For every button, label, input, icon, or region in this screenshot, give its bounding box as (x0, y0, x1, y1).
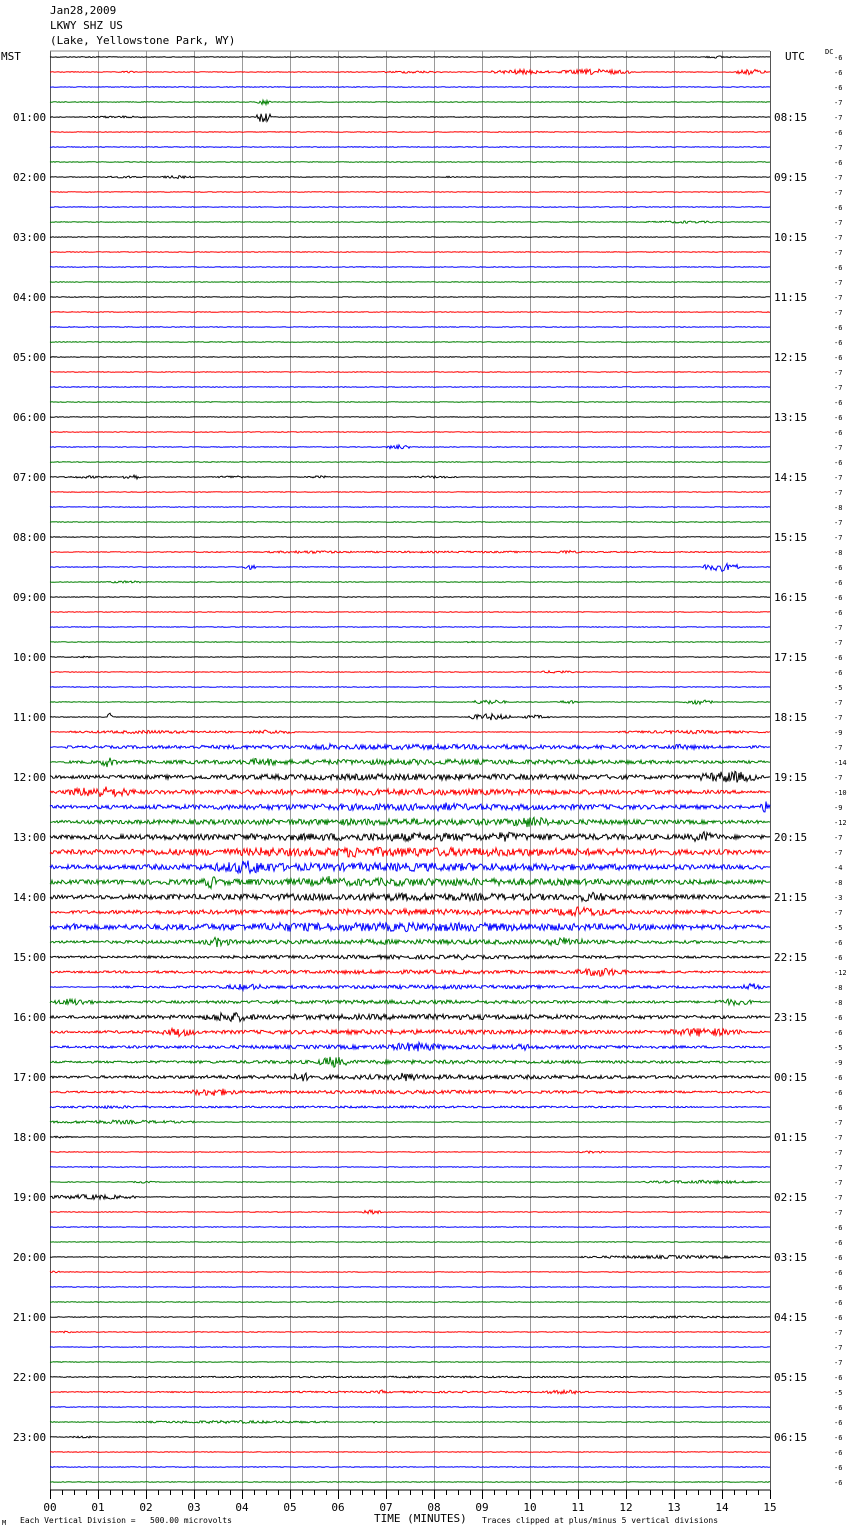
dc-offset-label: -7 (834, 909, 843, 917)
trace-row (50, 237, 770, 238)
dc-offset-label: -3 (834, 894, 843, 902)
trace-row (50, 372, 770, 373)
dc-offset-label: -6 (834, 579, 843, 587)
x-tick-label: 04 (235, 1501, 249, 1514)
dc-offset-label: -7 (834, 309, 843, 317)
dc-label: DC (825, 48, 834, 56)
dc-offset-label: -7 (834, 1194, 843, 1202)
dc-offset-label: -7 (834, 279, 843, 287)
dc-offset-label: -7 (834, 189, 843, 197)
trace-row (50, 312, 770, 313)
dc-offset-label: -7 (834, 1164, 843, 1172)
trace-row (50, 1227, 770, 1228)
dc-offset-label: -7 (834, 489, 843, 497)
left-hour-label: 22:00 (13, 1371, 47, 1384)
x-tick-label: 13 (667, 1501, 681, 1514)
dc-offset-label: -7 (834, 369, 843, 377)
trace-row (50, 700, 770, 704)
trace-row (50, 955, 770, 960)
dc-offset-label: -9 (834, 804, 843, 812)
trace-row (50, 999, 770, 1005)
x-tick-label: 08 (427, 1501, 441, 1514)
right-hour-label: 05:15 (774, 1371, 808, 1384)
trace-row (50, 671, 770, 673)
trace-row (50, 69, 770, 74)
trace-row (50, 162, 770, 163)
x-tick-label: 02 (139, 1501, 153, 1514)
trace-row (50, 787, 770, 797)
trace-row (50, 758, 770, 767)
right-hour-label: 14:15 (774, 471, 808, 484)
trace-row (50, 1073, 770, 1081)
x-tick-label: 07 (379, 1501, 393, 1514)
right-hour-label: 16:15 (774, 591, 808, 604)
left-hour-label: 18:00 (13, 1131, 47, 1144)
left-hour-label: 23:00 (13, 1431, 47, 1444)
dc-offset-label: -7 (834, 1359, 843, 1367)
dc-offset-label: -6 (834, 84, 843, 92)
trace-row (50, 132, 770, 133)
dc-offset-label: -7 (834, 849, 843, 857)
left-timezone-label: MST (1, 50, 21, 63)
dc-offset-label: -7 (834, 1209, 843, 1217)
dc-offset-label: -6 (834, 414, 843, 422)
dc-offset-label: -7 (834, 534, 843, 542)
x-tick-label: 14 (715, 1501, 729, 1514)
dc-offset-label: -7 (834, 1119, 843, 1127)
hour-labels (13, 111, 807, 1444)
trace-row (50, 1242, 770, 1243)
dc-offset-label: -6 (834, 264, 843, 272)
x-tick-label: 12 (619, 1501, 633, 1514)
trace-row (50, 56, 770, 58)
x-tick-label: 01 (91, 1501, 105, 1514)
dc-offset-label: -7 (834, 1179, 843, 1187)
trace-row (50, 357, 770, 358)
dc-offset-label: -6 (834, 159, 843, 167)
dc-offset-label: -7 (834, 639, 843, 647)
right-hour-label: 06:15 (774, 1431, 808, 1444)
x-tick-label: 11 (571, 1501, 585, 1514)
dc-offset-label: -5 (834, 684, 843, 692)
trace-row (50, 402, 770, 403)
right-hour-label: 23:15 (774, 1011, 808, 1024)
trace-row (50, 907, 770, 916)
dc-offset-label: -7 (834, 834, 843, 842)
dc-offset-label: -4 (834, 864, 843, 872)
station-location: (Lake, Yellowstone Park, WY) (50, 34, 236, 47)
trace-row (50, 1195, 770, 1200)
x-tick-label: 09 (475, 1501, 489, 1514)
dc-offset-label: -10 (834, 789, 847, 797)
dc-offset-label: -6 (834, 1314, 843, 1322)
dc-offset-label: -12 (834, 819, 847, 827)
left-hour-label: 08:00 (13, 531, 47, 544)
left-hour-label: 07:00 (13, 471, 47, 484)
trace-row (50, 1013, 770, 1022)
dc-offset-label: -8 (834, 879, 843, 887)
dc-offset-label: -6 (834, 339, 843, 347)
scale-note: Each Vertical Division = 500.00 microvolts (20, 1516, 232, 1525)
dc-offset-label: -5 (834, 1044, 843, 1052)
right-hour-label: 03:15 (774, 1251, 808, 1264)
x-tick-label: 06 (331, 1501, 345, 1514)
trace-row (50, 492, 770, 493)
dc-offset-label: -6 (834, 69, 843, 77)
time-axis (43, 1490, 776, 1514)
trace-row (50, 100, 770, 104)
left-hour-label: 06:00 (13, 411, 47, 424)
trace-row (50, 1089, 770, 1096)
trace-row (50, 1436, 770, 1438)
trace-row (50, 1166, 770, 1167)
trace-row (50, 1042, 770, 1051)
right-hour-label: 18:15 (774, 711, 808, 724)
trace-row (50, 221, 770, 223)
left-hour-label: 19:00 (13, 1191, 47, 1204)
trace-row (50, 462, 770, 463)
right-hour-label: 21:15 (774, 891, 808, 904)
dc-offset-label: -7 (834, 294, 843, 302)
trace-row (50, 522, 770, 523)
x-tick-label: 10 (523, 1501, 537, 1514)
dc-offset-label: -7 (834, 114, 843, 122)
trace-row (50, 876, 770, 888)
trace-row (50, 612, 770, 613)
right-hour-label: 08:15 (774, 111, 808, 124)
dc-offset-label: -6 (834, 1404, 843, 1412)
dc-offset-label: -6 (834, 939, 843, 947)
trace-row (50, 564, 770, 572)
station-code: LKWY SHZ US (50, 19, 123, 32)
trace-row (50, 641, 770, 642)
trace-row (50, 1331, 770, 1333)
plot-date: Jan28,2009 (50, 4, 117, 17)
dc-offset-label: -8 (834, 999, 843, 1007)
right-hour-label: 11:15 (774, 291, 808, 304)
dc-offset-label: -6 (834, 54, 843, 62)
trace-row (50, 968, 770, 976)
trace-row (50, 937, 770, 947)
clip-note: Traces clipped at plus/minus 5 vertical divisions (482, 1516, 719, 1525)
dc-offset-label: -6 (834, 1014, 843, 1022)
left-hour-label: 12:00 (13, 771, 47, 784)
trace-row (50, 1376, 770, 1378)
dc-offset-label: -7 (834, 744, 843, 752)
trace-row (50, 432, 770, 433)
trace-row (50, 922, 770, 931)
left-hour-label: 13:00 (13, 831, 47, 844)
dc-offset-label: -7 (834, 624, 843, 632)
dc-offset-label: -7 (834, 474, 843, 482)
left-hour-label: 09:00 (13, 591, 47, 604)
trace-row (50, 1362, 770, 1363)
dc-offset-label: -6 (834, 1254, 843, 1262)
dc-offset-label: -6 (834, 1269, 843, 1277)
dc-offset-label: -6 (834, 1374, 843, 1382)
trace-row (50, 1421, 770, 1424)
trace-row (50, 627, 770, 628)
trace-row (50, 1347, 770, 1348)
trace-row (50, 984, 770, 991)
dc-offset-label: -7 (834, 99, 843, 107)
dc-offset-label: -5 (834, 924, 843, 932)
trace-row (50, 1151, 770, 1153)
trace-row (50, 252, 770, 253)
dc-offset-label: -7 (834, 1149, 843, 1157)
trace-row (50, 1271, 770, 1273)
trace-row (50, 1302, 770, 1303)
trace-row (50, 445, 770, 449)
trace-row (50, 1482, 770, 1483)
dc-offset-label: -6 (834, 1239, 843, 1247)
dc-offset-label: -6 (834, 129, 843, 137)
dc-offset-label: -6 (834, 954, 843, 962)
trace-row (50, 656, 770, 658)
trace-row (50, 176, 770, 179)
trace-row (50, 832, 770, 842)
dc-offset-label: -7 (834, 774, 843, 782)
trace-row (50, 417, 770, 418)
dc-offset-label: -6 (834, 1224, 843, 1232)
dc-offset-label: -6 (834, 609, 843, 617)
dc-offset-label: -6 (834, 1074, 843, 1082)
dc-offset-label: -7 (834, 234, 843, 242)
left-hour-label: 17:00 (13, 1071, 47, 1084)
dc-offset-label: -6 (834, 654, 843, 662)
trace-row (50, 581, 770, 583)
left-hour-label: 15:00 (13, 951, 47, 964)
dc-offset-label: -6 (834, 399, 843, 407)
trace-row (50, 1180, 770, 1183)
trace-row (50, 713, 770, 720)
dc-offset-label: -7 (834, 384, 843, 392)
trace-row (50, 192, 770, 193)
dc-offset-label: -7 (834, 1344, 843, 1352)
right-hour-label: 13:15 (774, 411, 808, 424)
left-hour-label: 03:00 (13, 231, 47, 244)
dc-offset-label: -7 (834, 249, 843, 257)
trace-row (50, 730, 770, 734)
trace-row (50, 207, 770, 208)
dc-offset-label: -6 (834, 1089, 843, 1097)
trace-row (50, 1390, 770, 1394)
trace-row (50, 87, 770, 88)
dc-offset-label: -6 (834, 1479, 843, 1487)
trace-row (50, 537, 770, 538)
dc-offset-label: -7 (834, 174, 843, 182)
dc-offset-label: -6 (834, 429, 843, 437)
dc-offset-label: -6 (834, 1434, 843, 1442)
right-hour-label: 00:15 (774, 1071, 808, 1084)
trace-row (50, 744, 770, 750)
dc-offset-label: -6 (834, 1464, 843, 1472)
trace-row (50, 1316, 770, 1318)
dc-offset-label: -7 (834, 1329, 843, 1337)
right-hour-label: 10:15 (774, 231, 808, 244)
trace-row (50, 1106, 770, 1109)
left-hour-label: 20:00 (13, 1251, 47, 1264)
right-hour-label: 19:15 (774, 771, 808, 784)
trace-row (50, 267, 770, 268)
left-hour-label: 11:00 (13, 711, 47, 724)
right-hour-label: 17:15 (774, 651, 808, 664)
x-tick-label: 00 (43, 1501, 57, 1514)
dc-offset-label: -6 (834, 1299, 843, 1307)
dc-offset-label: -6 (834, 459, 843, 467)
dc-offset-label: -7 (834, 219, 843, 227)
left-hour-label: 05:00 (13, 351, 47, 364)
trace-row (50, 1287, 770, 1288)
trace-row (50, 1120, 770, 1124)
trace-row (50, 1028, 770, 1036)
dc-offset-label: -7 (834, 1134, 843, 1142)
trace-row (50, 1210, 770, 1214)
trace-row (50, 551, 770, 554)
dc-offset-label: -9 (834, 729, 843, 737)
trace-row (50, 114, 770, 122)
dc-offset-label: -6 (834, 564, 843, 572)
dc-offset-label: -5 (834, 1389, 843, 1397)
left-hour-label: 01:00 (13, 111, 47, 124)
dc-offset-label: -12 (834, 969, 847, 977)
right-hour-label: 02:15 (774, 1191, 808, 1204)
x-tick-label: 03 (187, 1501, 201, 1514)
left-hour-label: 04:00 (13, 291, 47, 304)
dc-offset-label: -6 (834, 1029, 843, 1037)
dc-offset-label: -7 (834, 144, 843, 152)
trace-row (50, 861, 770, 874)
trace-row (50, 771, 770, 782)
trace-row (50, 507, 770, 508)
trace-row (50, 1452, 770, 1453)
dc-offset-label: -6 (834, 1449, 843, 1457)
trace-row (50, 147, 770, 148)
trace-row (50, 297, 770, 298)
dc-offset-label: -8 (834, 549, 843, 557)
dc-offset-label: -8 (834, 984, 843, 992)
trace-row (50, 387, 770, 388)
trace-row (50, 892, 770, 901)
left-hour-label: 14:00 (13, 891, 47, 904)
trace-row (50, 327, 770, 328)
dc-offset-label: -6 (834, 594, 843, 602)
dc-offset-label: -7 (834, 699, 843, 707)
dc-offset-label: -9 (834, 1059, 843, 1067)
dc-offset-label: -6 (834, 1419, 843, 1427)
left-hour-label: 02:00 (13, 171, 47, 184)
trace-row (50, 802, 770, 812)
x-tick-label: 05 (283, 1501, 297, 1514)
right-hour-label: 15:15 (774, 531, 808, 544)
trace-row (50, 282, 770, 283)
trace-row (50, 1057, 770, 1067)
trace-row (50, 1467, 770, 1468)
dc-offset-label: -7 (834, 714, 843, 722)
left-hour-label: 21:00 (13, 1311, 47, 1324)
right-timezone-label: UTC (785, 50, 805, 63)
dc-offset-label: -6 (834, 1284, 843, 1292)
right-hour-label: 12:15 (774, 351, 808, 364)
dc-offset-label: -6 (834, 324, 843, 332)
dc-offset-label: -8 (834, 504, 843, 512)
trace-row (50, 342, 770, 343)
dc-offset-label: -6 (834, 1104, 843, 1112)
x-axis-title: TIME (MINUTES) (374, 1512, 467, 1525)
right-hour-label: 01:15 (774, 1131, 808, 1144)
dc-offset-labels (834, 54, 847, 1487)
left-hour-label: 16:00 (13, 1011, 47, 1024)
corner-mark: M (2, 1519, 7, 1527)
right-hour-label: 04:15 (774, 1311, 808, 1324)
left-hour-label: 10:00 (13, 651, 47, 664)
dc-offset-label: -7 (834, 519, 843, 527)
trace-row (50, 848, 770, 858)
seismic-traces (50, 56, 770, 1482)
trace-row (50, 817, 770, 827)
trace-row (50, 597, 770, 598)
trace-row (50, 1255, 770, 1258)
trace-row (50, 1136, 770, 1138)
dc-offset-label: -6 (834, 204, 843, 212)
x-tick-label: 15 (763, 1501, 777, 1514)
dc-offset-label: -6 (834, 669, 843, 677)
right-hour-label: 09:15 (774, 171, 808, 184)
dc-offset-label: -14 (834, 759, 847, 767)
dc-offset-label: -7 (834, 444, 843, 452)
trace-row (50, 687, 770, 688)
dc-offset-label: -6 (834, 354, 843, 362)
trace-row (50, 475, 770, 479)
right-hour-label: 22:15 (774, 951, 808, 964)
right-hour-label: 20:15 (774, 831, 808, 844)
trace-row (50, 1407, 770, 1408)
